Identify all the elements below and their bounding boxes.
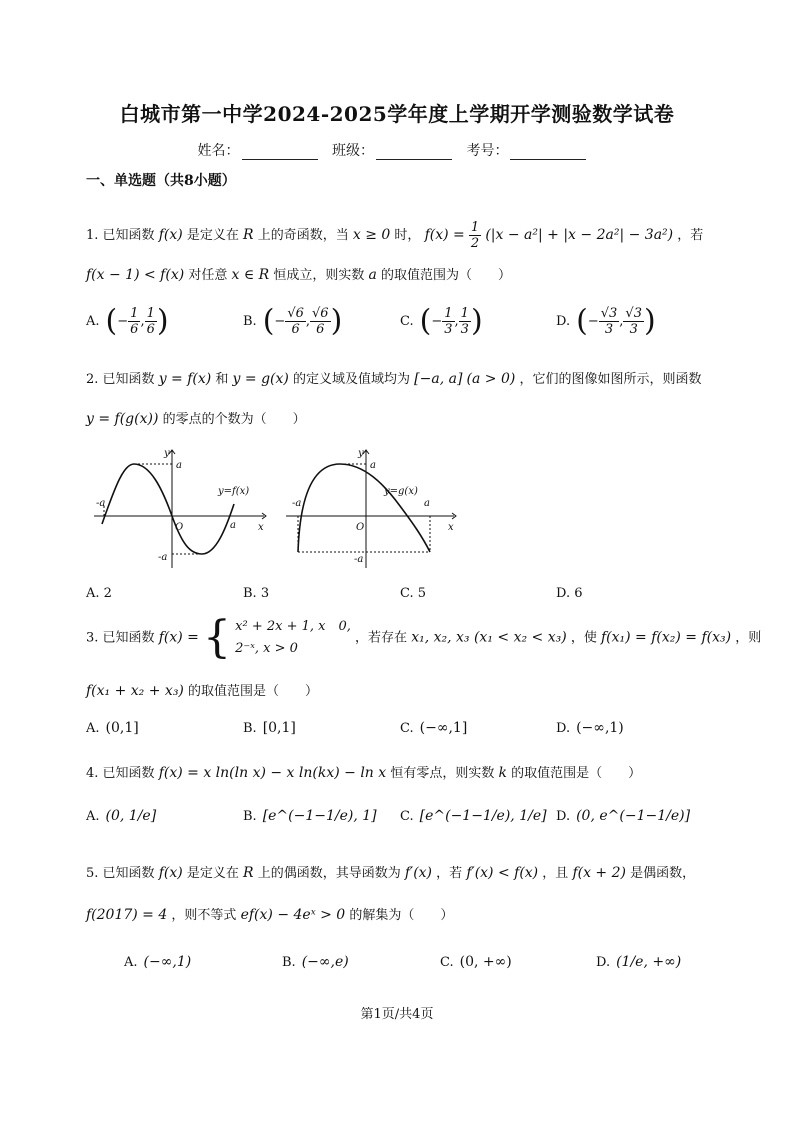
q4-text-c: 的取值范围是（ ）: [511, 766, 642, 781]
q1-text-f: 对任意: [188, 268, 228, 283]
q5-derivative: f′(x): [404, 865, 433, 881]
q5-option-a[interactable]: [124, 954, 191, 970]
question-3-line-2: [86, 680, 318, 699]
q3-piece-1: x² + 2x + 1, x 0,: [235, 619, 351, 634]
q1-option-d[interactable]: D. (− $\frac{√3}{3}$ , $\frac{√3}{3}$ ): [556, 303, 656, 339]
q5-value: f(2017) = 4: [86, 907, 168, 923]
q5-option-c[interactable]: [440, 954, 512, 970]
q5-option-c-label: C.: [440, 955, 454, 970]
q4-option-a-value: (0, 1/e]: [105, 808, 157, 824]
section-heading: 一、单选题（共8小题）: [86, 173, 236, 189]
q5-option-b-label: B.: [282, 955, 296, 970]
q5-text-h: 的解集为（ ）: [349, 908, 454, 923]
q1-text-d: 时，: [394, 228, 421, 243]
q1-option-c-label: C.: [400, 314, 414, 329]
q5-text-e: ，且: [542, 866, 569, 881]
question-2-line-2: [86, 408, 306, 427]
q2-and: 和: [215, 372, 229, 387]
q3-option-a[interactable]: [86, 720, 139, 736]
graph-g: [284, 444, 464, 576]
q5-text-a: 5. 已知函数: [86, 866, 155, 881]
question-1-line-1: [86, 220, 703, 251]
q3-option-d[interactable]: [556, 720, 624, 736]
q1-d-den1: 3: [604, 322, 614, 337]
q1-option-b[interactable]: B. (− $\frac{√6}{6}$ , $\frac{√6}{6}$ ): [243, 303, 343, 339]
q1-half: $\frac{1}{2}$: [470, 220, 480, 251]
q2-cond: (a > 0): [466, 371, 516, 387]
q1-b-num1: √6: [287, 306, 304, 321]
q3-option-a-value: (0,1]: [105, 720, 139, 736]
q1-forall: x ∈ R: [231, 267, 270, 283]
q1-fx: f(x): [158, 227, 183, 243]
q1-a-den2: 6: [146, 322, 155, 337]
graph-f-neg-a-bottom: -a: [158, 552, 168, 563]
q1-c-den1: 3: [444, 322, 453, 337]
graph-g-ylabel: y: [358, 448, 364, 459]
q1-b-den2: 6: [316, 322, 325, 337]
graph-g-neg-a-left: -a: [292, 498, 302, 509]
name-blank[interactable]: [242, 145, 318, 160]
q5-text-b: 是定义在: [186, 866, 239, 881]
q1-text-a: 1. 已知函数: [86, 228, 155, 243]
q4-option-c[interactable]: [400, 808, 547, 824]
q4-option-d-value: (0, e^(−1−1/e)]: [576, 808, 691, 824]
q1-text-e: ，若: [677, 228, 704, 243]
q5-option-b[interactable]: [282, 954, 349, 970]
q5-inequality-2: ef(x) − 4eˣ > 0: [240, 907, 346, 923]
q2-option-a[interactable]: A. 2: [86, 586, 112, 601]
q4-option-d-label: D.: [556, 809, 571, 824]
q1-b-num2: √6: [312, 306, 329, 321]
question-1-line-2: [86, 264, 511, 283]
q5-text-c: 上的偶函数，其导函数为: [257, 866, 401, 881]
q3-text-c: ，使: [570, 630, 597, 646]
q4-text-a: 4. 已知函数: [86, 766, 155, 781]
q2-g: y = g(x): [232, 371, 289, 387]
graph-g-neg-a-bottom: -a: [354, 554, 364, 565]
class-blank[interactable]: [376, 145, 452, 160]
q4-option-b-value: [e^(−1−1/e), 1]: [262, 808, 377, 824]
question-5-line-1: [86, 862, 695, 881]
q3-option-b-label: B.: [243, 721, 257, 736]
q2-text-d: 的零点的个数为（ ）: [162, 412, 306, 427]
number-label: 考号：: [466, 143, 509, 159]
number-blank[interactable]: [510, 145, 586, 160]
q5-text-f: 是偶函数，: [630, 866, 696, 881]
q4-option-a-label: A.: [86, 809, 100, 824]
q5-R: R: [243, 865, 254, 881]
q1-option-a-label: A.: [86, 314, 100, 329]
q4-option-c-label: C.: [400, 809, 414, 824]
q4-option-b[interactable]: [243, 808, 377, 824]
q1-option-a[interactable]: A. (− $\frac{1}{6}$ , $\frac{1}{6}$ ): [86, 303, 169, 339]
q5-inequality: f′(x) < f(x): [466, 865, 539, 881]
q1-option-c[interactable]: C. (− $\frac{1}{3}$ , $\frac{1}{3}$ ): [400, 303, 483, 339]
q3-option-b-value: [0,1]: [262, 720, 296, 736]
q4-option-b-label: B.: [243, 809, 257, 824]
question-3-line-1: [86, 612, 762, 663]
q3-fx: f(x) =: [158, 629, 199, 646]
q5-option-d-label: D.: [596, 955, 611, 970]
q1-c-num2: 1: [460, 306, 469, 321]
graph-f: [86, 444, 276, 576]
graph-g-origin: O: [356, 522, 365, 533]
q3-pieces: [235, 616, 351, 660]
q1-c-den2: 3: [460, 322, 469, 337]
q3-option-c-value: (−∞,1]: [419, 720, 468, 736]
q1-a-den1: 6: [130, 322, 139, 337]
q2-interval: [−a, a]: [414, 371, 463, 387]
q2-text-a: 2. 已知函数: [86, 372, 155, 387]
question-4-line-1: [86, 762, 641, 781]
q5-option-a-label: A.: [124, 955, 138, 970]
q1-d-num1: √3: [600, 306, 618, 321]
graph-f-curve: [102, 464, 234, 554]
q1-text-g: 恒成立，则实数: [273, 268, 365, 283]
q5-option-b-value: (−∞,e): [301, 954, 349, 970]
q1-text-b: 是定义在: [186, 228, 239, 243]
q3-option-c[interactable]: [400, 720, 467, 736]
q3-brace: {: [203, 612, 232, 663]
q3-text-b: ，若存在: [355, 630, 408, 646]
q2-option-d[interactable]: D. 6: [556, 586, 583, 601]
graph-g-curve: [298, 464, 430, 552]
graph-f-a-right: a: [230, 520, 236, 531]
q3-option-d-label: D.: [556, 721, 571, 736]
q1-cond: x ≥ 0: [352, 227, 391, 243]
graph-f-ylabel: y: [164, 448, 170, 459]
q1-d-num2: √3: [625, 306, 642, 321]
q1-R: R: [243, 227, 254, 243]
q3-equation: f(x₁) = f(x₂) = f(x₃): [600, 629, 732, 646]
name-label: 姓名：: [197, 143, 240, 159]
student-info-line: [0, 140, 794, 160]
q1-option-b-label: B.: [243, 314, 257, 329]
graph-g-curve-label: y=g(x): [384, 486, 418, 497]
q1-option-d-label: D.: [556, 314, 571, 329]
q1-c-num1: 1: [444, 306, 453, 321]
q1-b-den1: 6: [291, 322, 300, 337]
q3-option-d-value: (−∞,1): [576, 720, 624, 736]
q4-option-d[interactable]: [556, 808, 690, 824]
q3-piece-2: 2⁻ˣ, x > 0: [235, 641, 298, 656]
exam-title: 白城市第一中学2024-2025学年度上学期开学测验数学试卷: [119, 102, 675, 126]
q4-k: k: [498, 765, 507, 781]
q4-option-a[interactable]: [86, 808, 156, 824]
q3-text-a: 3. 已知函数: [86, 630, 155, 646]
q3-option-c-label: C.: [400, 721, 414, 736]
q3-text-d: ，则: [735, 630, 762, 646]
q1-a-num1: 1: [130, 306, 139, 321]
q3-expression: f(x₁ + x₂ + x₃): [86, 683, 184, 699]
graph-g-a-top: a: [370, 460, 376, 471]
graph-f-xlabel: x: [258, 522, 264, 533]
q2-text-c: ，它们的图像如图所示，则函数: [519, 372, 702, 387]
graph-f-a-top: a: [176, 460, 182, 471]
q1-inequality: f(x − 1) < f(x): [86, 267, 185, 283]
graph-f-curve-label: y=f(x): [218, 486, 250, 497]
q5-text-d: ，若: [436, 866, 463, 881]
q1-var-a: a: [368, 267, 377, 283]
q3-option-b[interactable]: [243, 720, 296, 736]
q2-text-b: 的定义域及值域均为: [293, 372, 411, 387]
q3-vars: x₁, x₂, x₃ (x₁ < x₂ < x₃): [411, 629, 567, 646]
q5-option-d[interactable]: [596, 954, 681, 970]
q5-option-d-value: (1/e, +∞): [616, 954, 682, 970]
q2-option-b[interactable]: B. 3: [243, 586, 270, 601]
q5-option-a-value: (−∞,1): [143, 954, 192, 970]
q1-text-c: 上的奇函数，当: [257, 228, 349, 243]
q5-shift: f(x + 2): [572, 865, 626, 881]
q5-text-g: ，则不等式: [171, 908, 237, 923]
class-label: 班级：: [332, 143, 374, 159]
q2-composition: y = f(g(x)): [86, 411, 159, 427]
q1-formula-lhs: f(x) =: [424, 227, 465, 243]
graph-f-origin: O: [175, 522, 184, 533]
q4-fx: f(x) = x ln(ln x) − x ln(kx) − ln x: [158, 765, 387, 781]
q1-text-h: 的取值范围为（ ）: [380, 268, 511, 283]
q5-fx: f(x): [158, 865, 183, 881]
graph-g-xlabel: x: [448, 522, 454, 533]
q5-option-c-value: (0, +∞): [459, 954, 512, 970]
q2-f: y = f(x): [158, 371, 212, 387]
q3-text-e: 的取值范围是（ ）: [188, 684, 319, 699]
question-2-line-1: [86, 368, 702, 387]
q4-option-c-value: [e^(−1−1/e), 1/e]: [419, 808, 547, 824]
q2-option-c[interactable]: C. 5: [400, 586, 427, 601]
q1-formula-rhs: (|x − a²| + |x − 2a²| − 3a²): [485, 227, 674, 243]
q3-option-a-label: A.: [86, 721, 100, 736]
q4-text-b: 恒有零点，则实数: [390, 766, 495, 781]
graph-g-a-right: a: [424, 498, 430, 509]
page-footer: 第1页/共4页: [360, 1007, 434, 1022]
q1-a-num2: 1: [146, 306, 155, 321]
graph-f-neg-a-left: -a: [96, 498, 106, 509]
q1-d-den2: 3: [629, 322, 638, 337]
question-5-line-2: [86, 904, 453, 923]
